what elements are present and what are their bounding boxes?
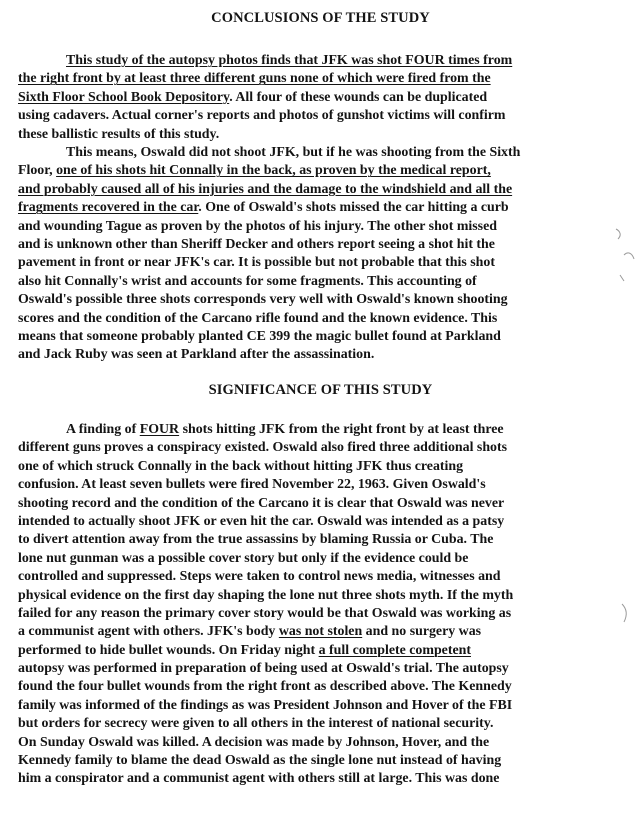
underlined-text: FOUR <box>139 422 180 437</box>
text-line: and is unknown other than Sheriff Decker and others report seeing a shot hit the <box>18 236 495 252</box>
text-run: Floor, <box>18 163 57 179</box>
text-line: confusion. At least seven bullets were fired November 22, 1963. Given Oswald's <box>18 477 486 493</box>
text-line <box>18 421 618 439</box>
paragraph-oswald-shots <box>18 144 618 365</box>
underlined-text: one of his shots hit Connally in the back, as proven by the medical report, <box>56 163 491 179</box>
underlined-text: This study of the autopsy photos finds that JFK was shot FOUR times from <box>66 53 513 68</box>
text-line: lone nut gunman was a possible cover story but only if the evidence could be <box>18 550 469 566</box>
text-line <box>18 199 618 217</box>
text-line: and Jack Ruby was seen at Parkland after the assassination. <box>18 347 375 363</box>
text-run: a communist agent with others. JFK's body <box>18 624 279 640</box>
text-line <box>18 623 618 641</box>
paragraph-significance <box>18 421 618 789</box>
text-run: A finding of <box>66 422 140 437</box>
underlined-text: a full complete competent <box>318 642 471 658</box>
text-line: This means, Oswald did not shoot JFK, but if he was shooting from the Sixth <box>66 145 521 160</box>
margin-scribble <box>618 600 638 630</box>
margin-scribble <box>610 225 640 285</box>
text-line <box>18 52 618 70</box>
text-line: him a conspirator and a communist agent with others still at large. This was done <box>18 771 500 787</box>
text-run: . One of Oswald's shots missed the car hitting a curb <box>198 200 509 216</box>
text-line: intended to actually shoot JFK or even hit the car. Oswald was intended as a patsy <box>18 513 505 529</box>
underlined-text: the right front by at least three different guns none of which were fired from the <box>18 71 491 87</box>
underlined-text: Sixth Floor School Book Depository <box>18 89 230 105</box>
text-line: one of which struck Connally in the back without hitting JFK thus creating <box>18 458 464 474</box>
text-line: failed for any reason the primary cover story would be that Oswald was working as <box>18 605 512 621</box>
paragraph-conclusions-intro <box>18 52 618 144</box>
text-line: Kennedy family to blame the dead Oswald as the single lone nut instead of having <box>18 753 502 769</box>
text-line <box>18 642 618 660</box>
text-run: shots hitting JFK from the right front by at least three <box>179 422 504 437</box>
text-line: different guns proves a conspiracy existed. Oswald also fired three additional shots <box>18 440 508 456</box>
underlined-text: was not stolen <box>278 624 363 640</box>
text-run: performed to hide bullet wounds. On Friday night <box>18 642 319 658</box>
text-line: and wounding Tague as proven by the photos of his injury. The other shot missed <box>18 218 497 234</box>
text-line: these ballistic results of this study. <box>18 126 220 142</box>
underlined-text: and probably caused all of his injuries and the damage to the windshield and all the <box>18 181 513 197</box>
text-line: shooting record and the condition of the Carcano it is clear that Oswald was never <box>18 495 505 511</box>
text-line: but orders for secrecy were given to all others in the interest of national security. <box>18 716 494 732</box>
underlined-text: fragments recovered in the car <box>18 200 199 216</box>
text-line: pavement in front or near JFK's car. It is possible but not probable that this shot <box>18 255 495 271</box>
text-run: . All four of these wounds can be duplicated <box>229 89 488 105</box>
text-line: found the four bullet wounds from the right front as described above. The Kennedy <box>18 679 512 695</box>
text-line: also hit Connally's wrist and accounts for some fragments. This accounting of <box>18 273 477 289</box>
text-line: On Sunday Oswald was killed. A decision was made by Johnson, Hover, and the <box>18 734 490 750</box>
text-line: using cadavers. Actual corner's reports and photos of gunshot victims will confirm <box>18 108 506 124</box>
text-line <box>18 89 618 107</box>
heading-significance: SIGNIFICANCE OF THIS STUDY <box>208 382 433 398</box>
text-line: family was informed of the findings as was President Johnson and Hover of the FBI <box>18 697 513 713</box>
text-line: scores and the condition of the Carcano rifle found and the known evidence. This <box>18 310 498 326</box>
text-line: physical evidence on the first day shaping the lone nut three shots myth. If the myth <box>18 587 514 603</box>
text-line: Oswald's possible three shots corresponds very well with Oswald's known shooting <box>18 292 508 308</box>
heading-conclusions: CONCLUSIONS OF THE STUDY <box>211 10 430 26</box>
text-line <box>18 162 618 180</box>
text-line: autopsy was performed in preparation of being used at Oswald's trial. The autopsy <box>18 661 509 677</box>
text-line <box>18 181 618 199</box>
text-line: controlled and suppressed. Steps were taken to control news media, witnesses and <box>18 569 501 585</box>
text-line <box>18 70 618 88</box>
text-run: and no surgery was <box>362 624 482 640</box>
text-line: means that someone probably planted CE 399 the magic bullet found at Parkland <box>18 328 501 344</box>
text-line: to divert attention away from the true assassins by blaming Russia or Cuba. The <box>18 532 494 548</box>
